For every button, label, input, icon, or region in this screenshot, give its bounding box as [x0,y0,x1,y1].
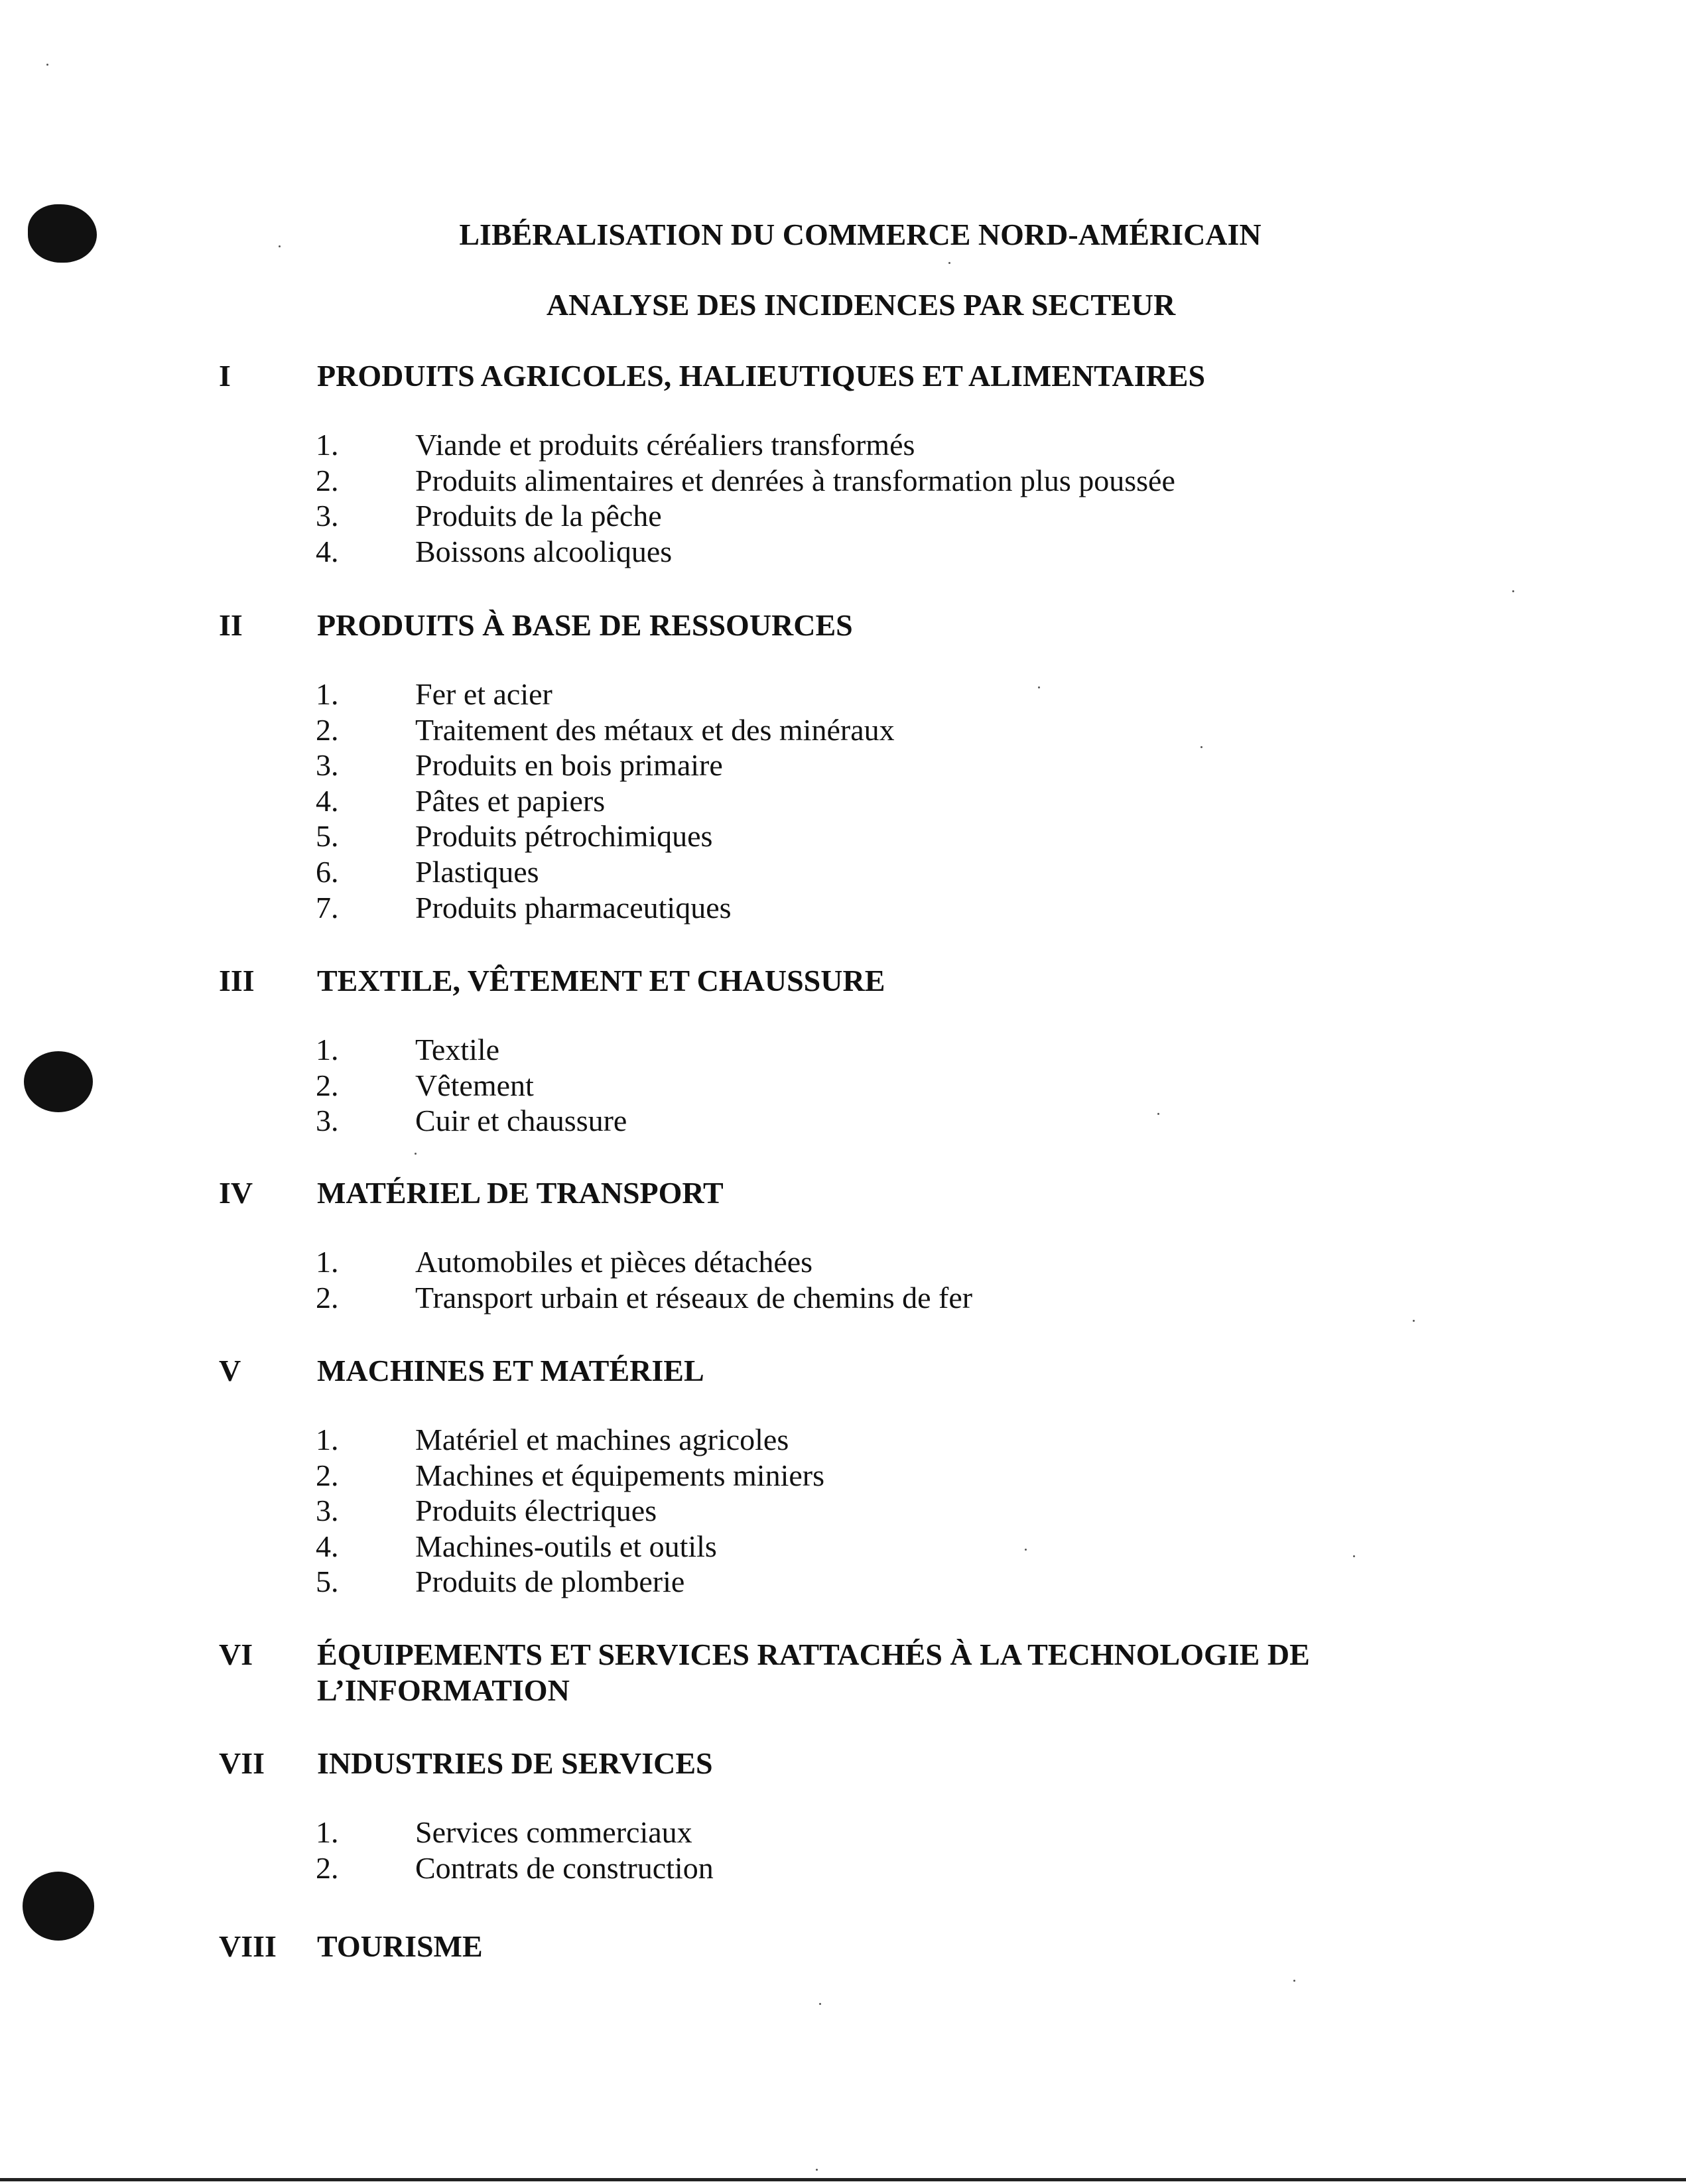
section-title: TOURISME [317,1929,483,1963]
list-item [0,1493,1686,1529]
scan-speck [948,262,950,264]
list-item [0,1458,1686,1494]
section-item-list [0,1815,1686,1886]
scan-speck [1413,1320,1415,1322]
item-number: 1. [316,1245,339,1279]
scan-speck [1157,1113,1159,1115]
punch-hole-middle [24,1051,93,1112]
list-item [0,1815,1686,1850]
item-number: 2. [316,1850,339,1885]
item-number: 6. [316,854,339,889]
section-title: ÉQUIPEMENTS ET SERVICES RATTACHÉS À LA TECHNOLOGIE DE L’INFORMATION [317,1638,1310,1707]
item-text: Machines-outils et outils [415,1529,717,1563]
section-title: MACHINES ET MATÉRIEL [317,1354,704,1387]
section-title: PRODUITS À BASE DE RESSOURCES [317,608,853,642]
punch-hole-bottom [23,1872,94,1941]
item-number: 1. [316,1033,339,1066]
section-numeral: III [219,964,255,997]
item-text: Cuir et chaussure [415,1104,627,1138]
item-number: 3. [316,499,339,533]
item-text: Services commerciaux [415,1815,692,1849]
list-item [0,1244,1686,1280]
list-item [0,1564,1686,1600]
section-item-list [0,1422,1686,1600]
list-item [0,534,1686,570]
item-text: Transport urbain et réseaux de chemins de fer [415,1280,973,1315]
list-item [0,676,1686,712]
item-text: Produits en bois primaire [415,748,723,783]
item-number: 2. [316,463,339,497]
list-item [0,854,1686,890]
item-number: 7. [316,890,339,925]
section-item-list [0,1032,1686,1139]
scan-speck [819,2003,821,2005]
scan-speck [1038,686,1040,688]
scan-speck [816,2169,818,2171]
list-item [0,712,1686,748]
item-text: Machines et équipements miniers [415,1458,825,1492]
section-numeral: VIII [219,1929,277,1963]
item-number: 3. [316,1104,339,1138]
item-text: Fer et acier [415,677,552,711]
section-numeral: VI [219,1638,253,1671]
item-text: Produits de la pêche [415,499,662,533]
item-number: 3. [316,748,339,783]
document-title: LIBÉRALISATION DU COMMERCE NORD-AMÉRICAIN [459,218,1262,251]
item-number: 4. [316,1529,339,1563]
item-number: 2. [316,1280,339,1315]
item-number: 4. [316,534,339,568]
scan-speck [1025,1549,1027,1551]
item-text: Viande et produits céréaliers transformés [415,428,915,462]
section-numeral: I [219,359,231,393]
item-text: Traitement des métaux et des minéraux [415,712,895,747]
item-number: 4. [316,783,339,818]
scan-speck [46,64,48,66]
section-title: PRODUITS AGRICOLES, HALIEUTIQUES ET ALIMENTAIRES [317,359,1206,393]
list-item [0,427,1686,463]
item-text: Contrats de construction [415,1850,714,1885]
scan-speck [279,245,281,247]
section-title: TEXTILE, VÊTEMENT ET CHAUSSURE [317,964,885,997]
item-text: Plastiques [415,854,539,889]
list-item [0,783,1686,819]
section-numeral: V [219,1354,241,1387]
section-item-list [0,427,1686,569]
item-text: Produits électriques [415,1494,657,1528]
list-item [0,498,1686,534]
section-numeral: IV [219,1176,253,1210]
item-number: 2. [316,1458,339,1492]
scan-speck [1200,746,1202,748]
scan-speck [1512,590,1514,592]
list-item [0,463,1686,499]
item-number: 2. [316,712,339,747]
list-item [0,1068,1686,1104]
item-text: Produits pharmaceutiques [415,890,732,925]
punch-hole-top [28,204,97,263]
list-item [0,1529,1686,1565]
list-item [0,1032,1686,1068]
section-item-list [0,676,1686,925]
item-number: 1. [316,677,339,711]
section-numeral: II [219,608,243,642]
item-number: 1. [316,1815,339,1849]
item-text: Produits pétrochimiques [415,819,713,854]
item-text: Automobiles et pièces détachées [415,1245,813,1279]
scan-speck [1293,1980,1295,1982]
item-text: Vêtement [415,1068,534,1102]
section-title: MATÉRIEL DE TRANSPORT [317,1176,724,1210]
section-numeral: VII [219,1746,265,1780]
item-number: 1. [316,428,339,462]
list-item [0,1850,1686,1886]
section-title: INDUSTRIES DE SERVICES [317,1746,713,1780]
list-item [0,747,1686,783]
item-text: Pâtes et papiers [415,783,606,818]
item-text: Produits alimentaires et denrées à transformation plus poussée [415,463,1175,497]
item-text: Boissons alcooliques [415,534,673,568]
list-item [0,1422,1686,1458]
item-number: 3. [316,1494,339,1528]
item-text: Produits de plomberie [415,1565,685,1599]
document-subtitle: ANALYSE DES INCIDENCES PAR SECTEUR [546,288,1176,322]
list-item [0,818,1686,854]
item-number: 5. [316,1565,339,1599]
section-item-list [0,1244,1686,1315]
item-number: 2. [316,1068,339,1102]
item-number: 5. [316,819,339,854]
scan-speck [415,1153,417,1155]
page-bottom-edge [0,2178,1686,2181]
item-number: 1. [316,1423,339,1456]
scan-speck [1353,1555,1355,1557]
list-item [0,1103,1686,1139]
list-item [0,1280,1686,1316]
item-text: Matériel et machines agricoles [415,1423,789,1456]
list-item [0,890,1686,926]
item-text: Textile [415,1033,500,1066]
